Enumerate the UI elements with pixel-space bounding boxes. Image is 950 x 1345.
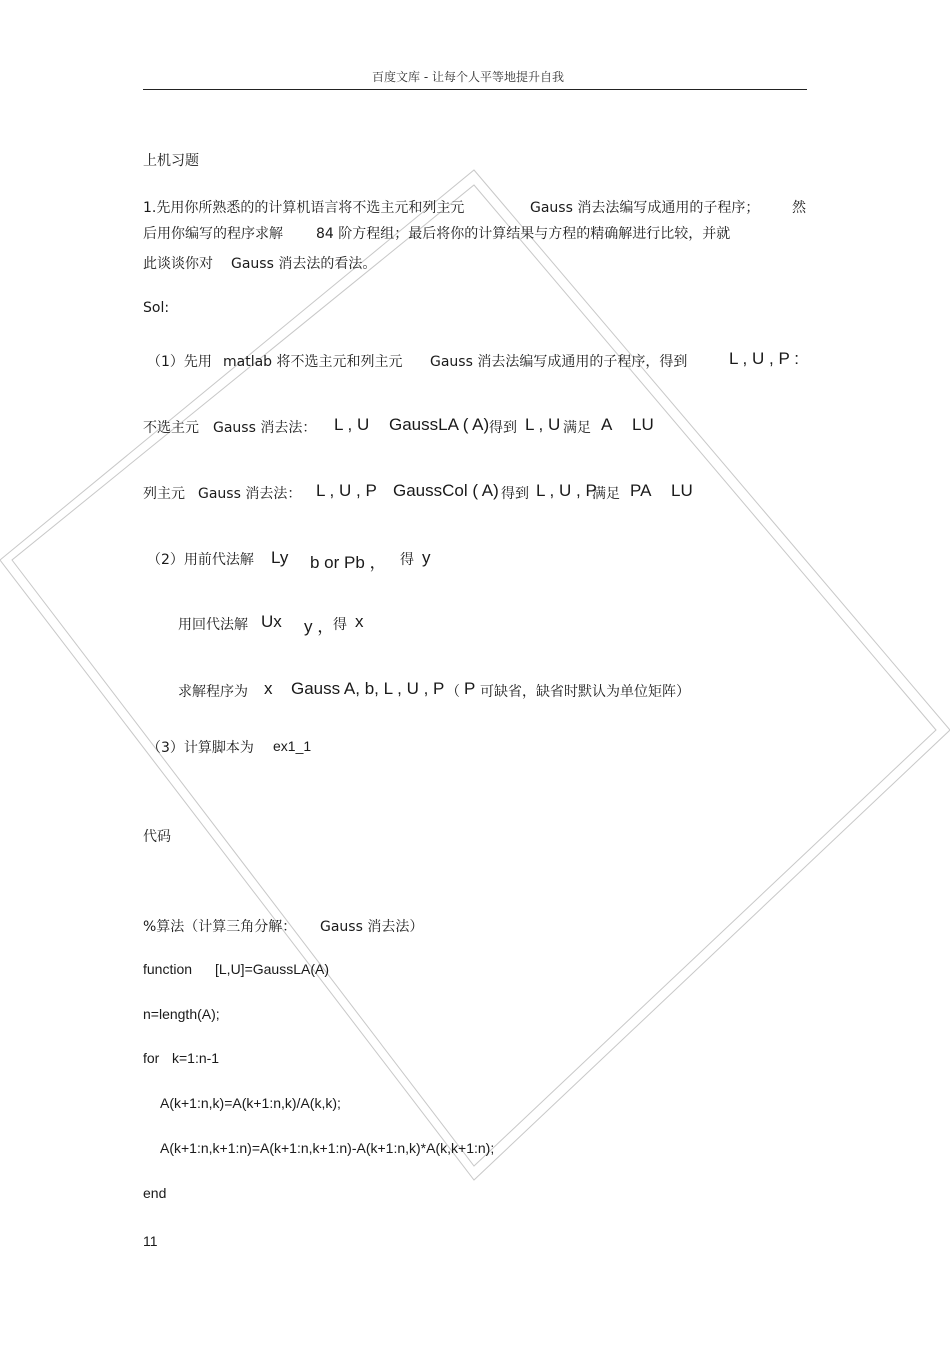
algo-b: Gauss 消去法） <box>320 919 424 935</box>
back-d: 得 <box>333 617 347 633</box>
nopivot-c: L , U <box>334 415 370 434</box>
problem-line1-c: 然 <box>792 200 806 216</box>
algo-a: %算法（计算三角分解： <box>143 919 297 935</box>
nopivot-d: GaussLA ( A) <box>389 415 490 434</box>
step2-d: 得 <box>400 552 414 568</box>
nopivot-h: A <box>601 415 613 434</box>
header-rule <box>143 89 807 90</box>
problem-line2-a: 后用你编写的程序求解 <box>143 226 283 242</box>
code-line1-a: function <box>143 961 193 977</box>
nopivot-i: LU <box>632 415 654 434</box>
code-line1-b: [L,U]=GaussLA(A) <box>215 961 329 977</box>
problem-line1-a: 1.先用你所熟悉的的计算机语言将不选主元和列主元 <box>143 200 465 216</box>
code-line3-b: k=1:n-1 <box>172 1050 220 1066</box>
solve-d: （ <box>446 684 460 700</box>
solve-a: 求解程序为 <box>178 684 248 700</box>
step1-d: L , U , P : <box>729 349 799 368</box>
code-line3-a: for <box>143 1050 160 1066</box>
colpivot-g: 满足 <box>592 486 620 502</box>
nopivot-e: 得到 <box>489 420 517 436</box>
page-number: 11 <box>143 1233 158 1249</box>
colpivot-e: 得到 <box>501 486 529 502</box>
nopivot-g: 满足 <box>563 420 591 436</box>
solve-f: 可缺省，缺省时默认为单位矩阵） <box>480 684 690 700</box>
step3-b: ex1_1 <box>273 738 312 754</box>
code-line2: n=length(A); <box>143 1006 220 1022</box>
step2-e: y <box>422 548 431 567</box>
problem-line3-a: 此谈谈你对 <box>143 256 213 272</box>
back-e: x <box>355 612 364 631</box>
back-c: y ， <box>304 617 335 636</box>
colpivot-c: L , U , P <box>316 481 377 500</box>
step3-a: （3）计算脚本为 <box>147 740 254 756</box>
page-header: 百度文库 - 让每个人平等地提升自我 <box>372 70 564 84</box>
code-line5: A(k+1:n,k+1:n)=A(k+1:n,k+1:n)-A(k+1:n,k)*A(k,k+1:n); <box>160 1140 495 1156</box>
step1-b: matlab 将不选主元和列主元 <box>223 354 403 370</box>
sol-label: Sol: <box>143 300 170 316</box>
step2-c: b or Pb ， <box>310 553 387 572</box>
back-a: 用回代法解 <box>178 617 248 633</box>
code-line6: end <box>143 1185 167 1201</box>
step1-c: Gauss 消去法编写成通用的子程序，得到 <box>430 354 688 370</box>
colpivot-d: GaussCol ( A) <box>393 481 499 500</box>
solve-e: P <box>464 679 476 698</box>
colpivot-i: LU <box>671 481 693 500</box>
nopivot-f: L , U <box>525 415 561 434</box>
colpivot-f: L , U , P <box>536 481 597 500</box>
problem-line1-b: Gauss 消去法编写成通用的子程序； <box>530 200 760 216</box>
back-b: Ux <box>261 612 282 631</box>
colpivot-a: 列主元 <box>143 486 185 502</box>
nopivot-b: Gauss 消去法： <box>213 420 317 436</box>
section-title: 上机习题 <box>143 153 199 169</box>
problem-line2-b: 84 阶方程组；最后将你的计算结果与方程的精确解进行比较，并就 <box>316 226 731 242</box>
code-line4: A(k+1:n,k)=A(k+1:n,k)/A(k,k); <box>160 1095 341 1111</box>
step2-a: （2）用前代法解 <box>147 552 254 568</box>
colpivot-h: PA <box>630 481 652 500</box>
problem-line3-b: Gauss 消去法的看法。 <box>231 256 377 272</box>
step2-b: Ly <box>271 548 289 567</box>
code-label: 代码 <box>143 829 171 845</box>
nopivot-a: 不选主元 <box>143 420 199 436</box>
colpivot-b: Gauss 消去法： <box>198 486 302 502</box>
solve-b: x <box>264 679 273 698</box>
solve-c: Gauss A, b, L , U , P <box>291 679 445 698</box>
step1-a: （1）先用 <box>147 354 212 370</box>
